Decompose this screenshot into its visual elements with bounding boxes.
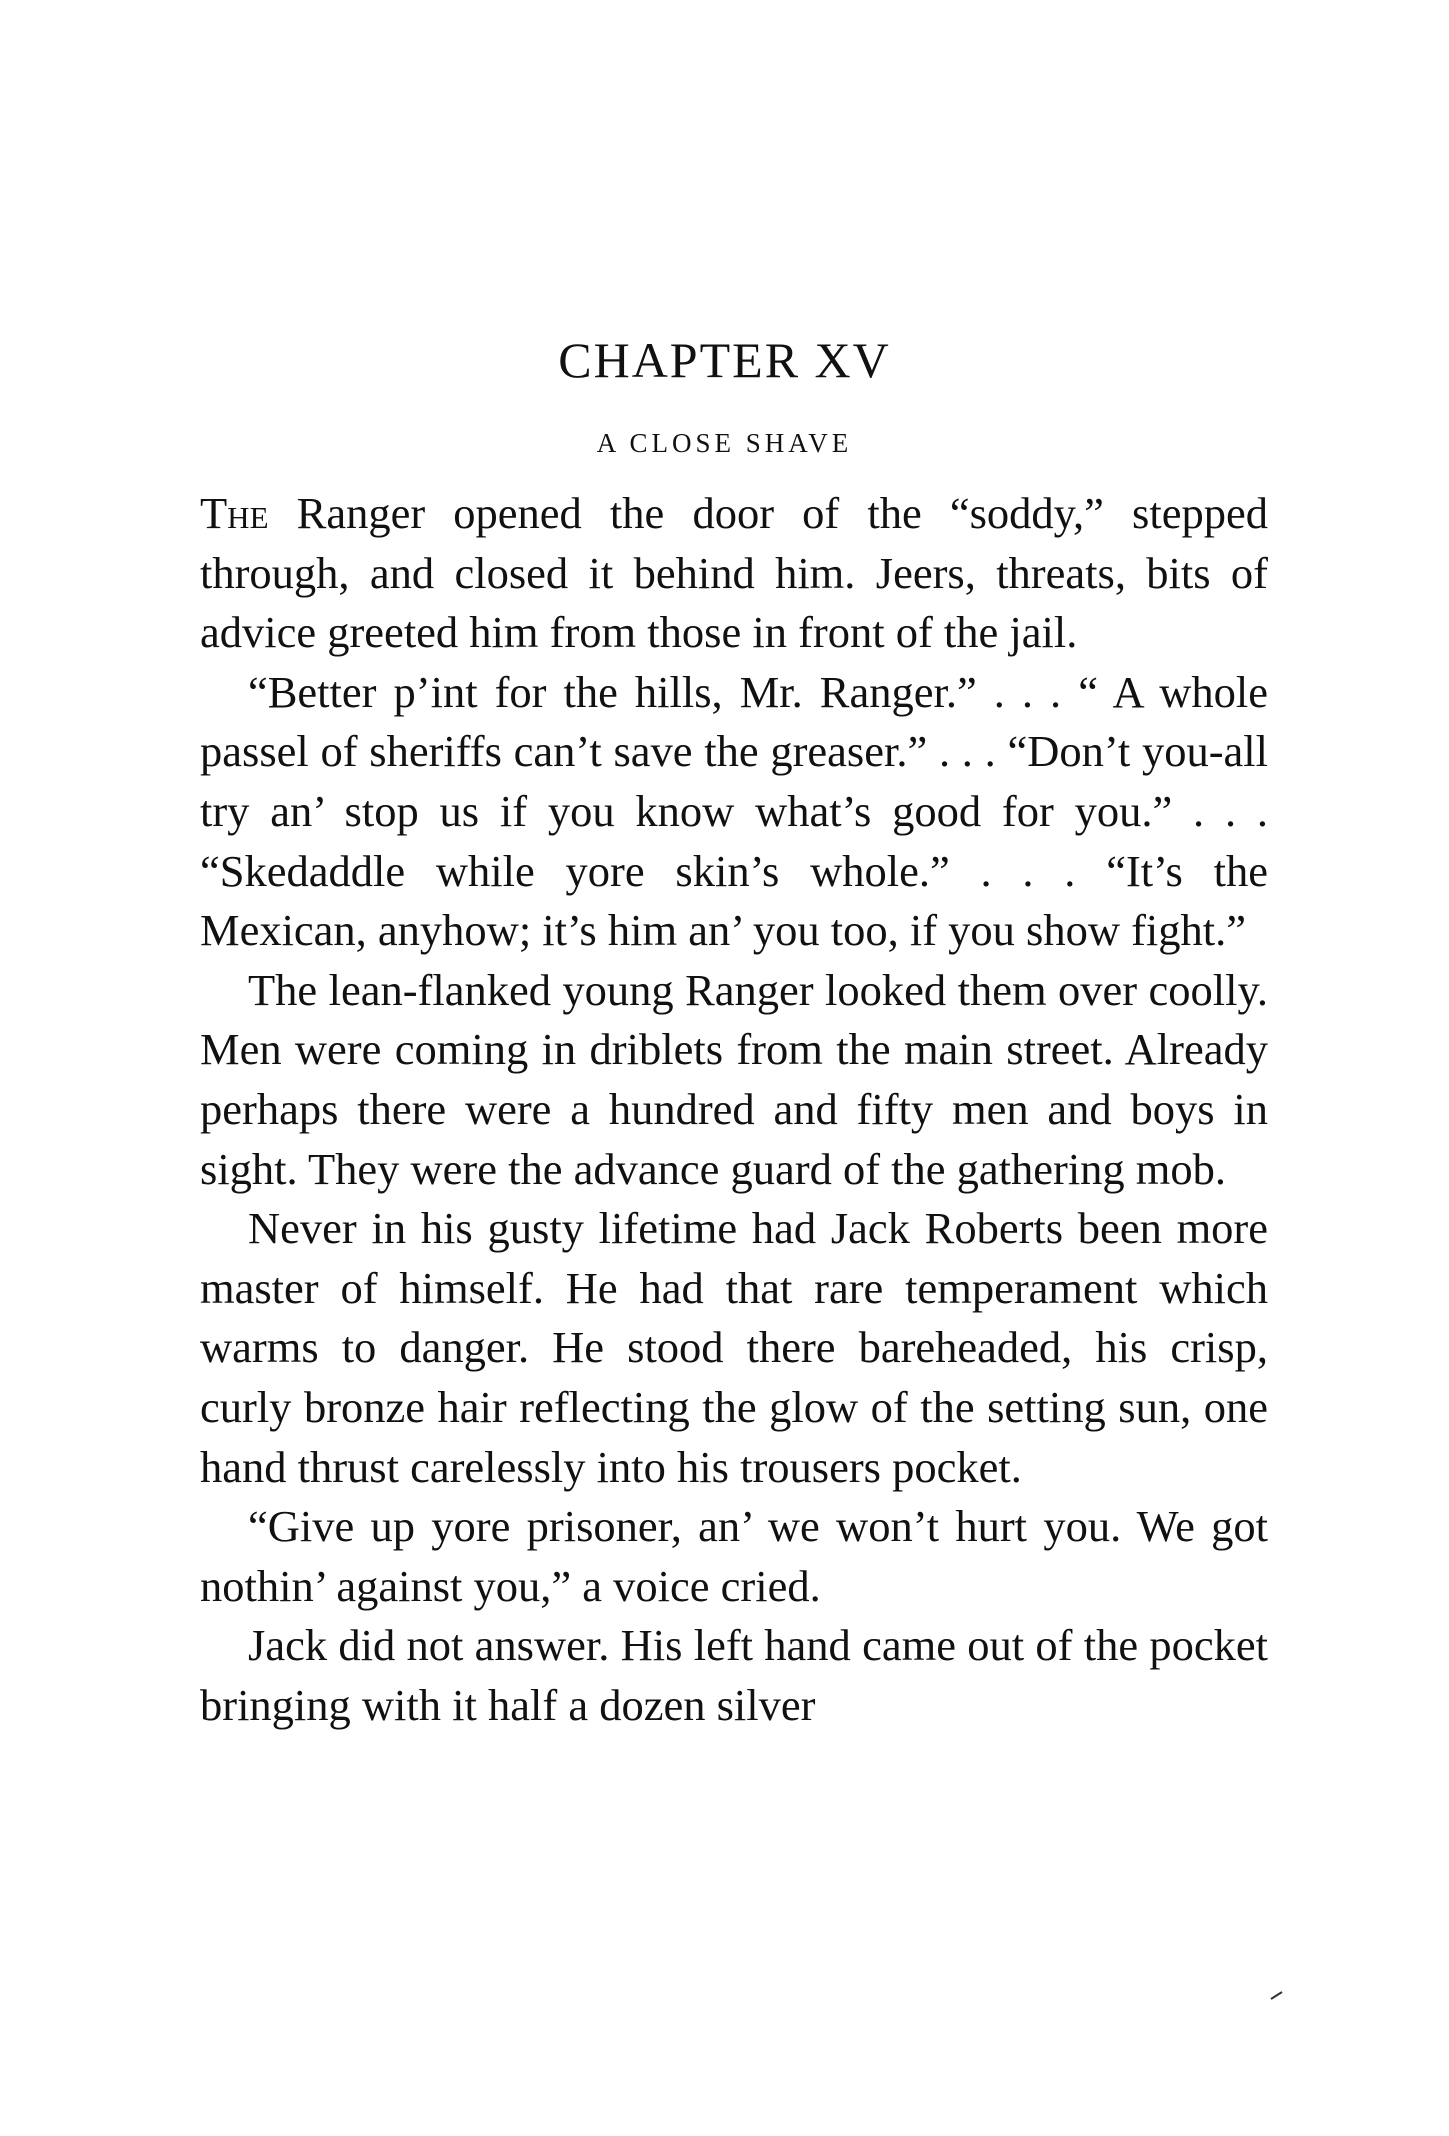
paragraph-text: “Give up yore prisoner, an’ we won’t hurt you. We got nothin’ against you,” a voice cried. [200,1501,1268,1611]
paragraph [200,484,1268,663]
paragraph-text: The lean-flanked young Ranger looked them over coolly. Men were coming in driblets from the main street. Already perhaps there were a hundred and fifty men and boys in sight. They were the advance guard of the gathering mob. [200,964,1268,1194]
lead-in-word: The [200,488,269,538]
paragraph [200,1497,1268,1616]
paragraph-text: Never in his gusty lifetime had Jack Roberts been more master of himself. He had that rare temperament which warms to danger. He stood there bareheaded, his crisp, curly bronze hair reflecting the glow of the setting sun, one hand thrust carelessly into his trousers pocket. [200,1203,1268,1492]
paragraph [200,961,1268,1199]
paragraph [200,1199,1268,1497]
print-speck [1270,1990,1284,2000]
paragraph-text: “Better p’int for the hills, Mr. Ranger.” . . . “ A whole passel of sheriffs can’t save the greaser.” . . . “Don’t you-all try an’ stop us if you know what’s good for you.” . . . “Skedaddle while yore skin’s whole.” . . . “It’s the Mexican, anyhow; it’s him an’ you too, if you show fight.” [200,666,1268,956]
paragraph [200,1616,1268,1735]
paragraph-text: Ranger opened the door of the “soddy,” stepped through, and closed it behind him. Jeers, threats, bits of advice greeted him from those in front of the jail. [200,488,1268,658]
paragraph [200,663,1268,961]
paragraph-text: Jack did not answer. His left hand came out of the pocket bringing with it half a dozen silver [200,1620,1268,1730]
chapter-heading: CHAPTER XV [558,332,891,388]
chapter-body [200,484,1268,1735]
chapter-subtitle: A CLOSE SHAVE [596,428,853,458]
